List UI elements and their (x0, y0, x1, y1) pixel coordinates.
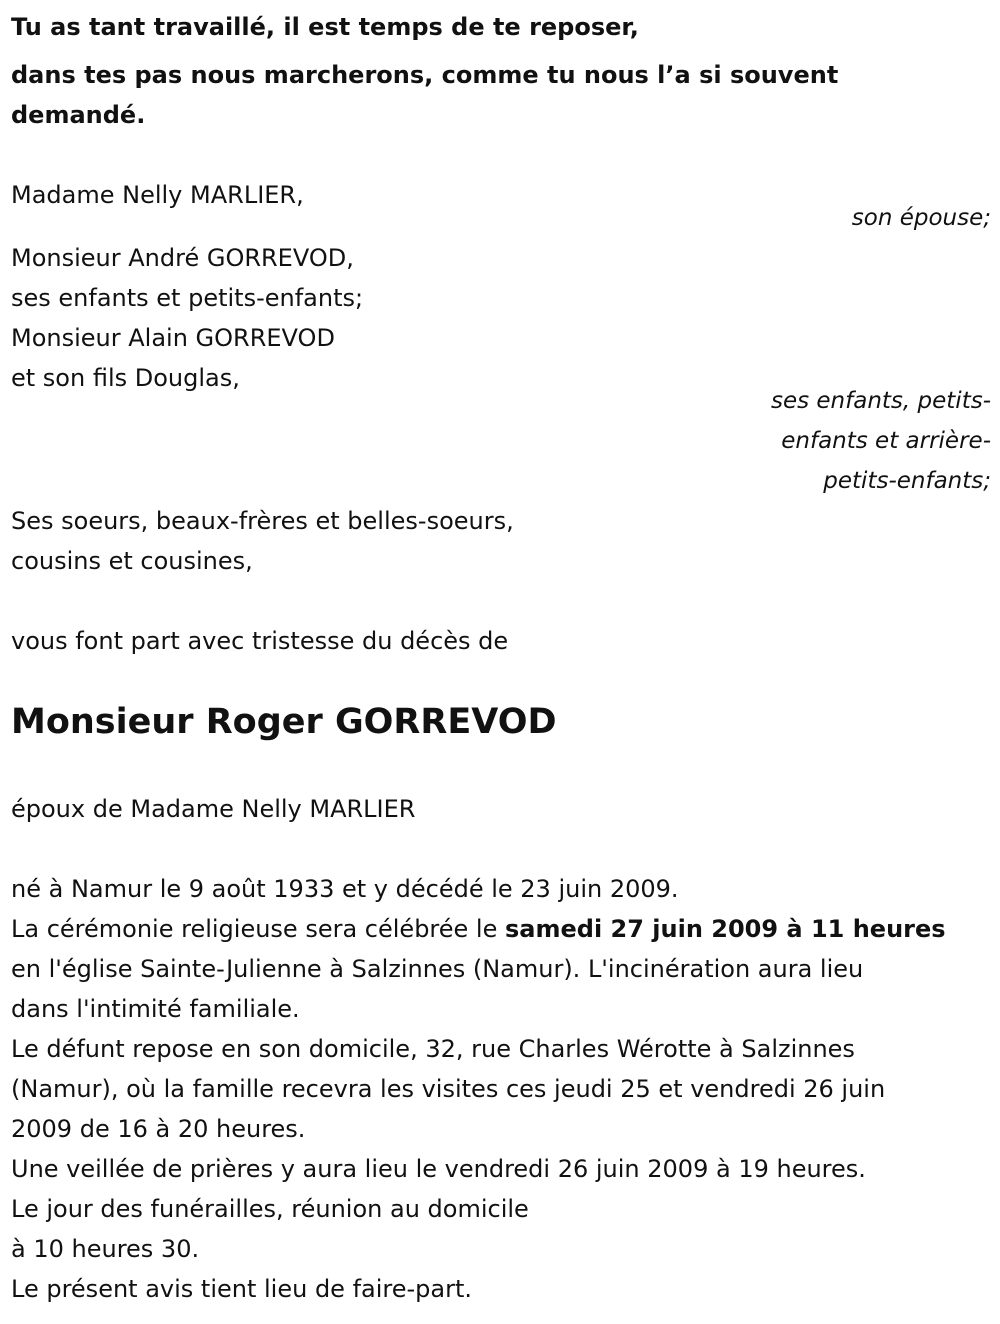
born-died-line: né à Namur le 9 août 1933 et y décédé le 23 juin 2009. (11, 875, 679, 903)
details-line-8: à 10 heures 30. (11, 1235, 200, 1263)
details-line-2: dans l'intimité familiale. (11, 995, 300, 1023)
children-role-line-1: ses enfants, petits- (770, 388, 991, 414)
child-line-1: Monsieur André GORREVOD, (11, 244, 354, 272)
children-role-line-3: petits-enfants; (823, 468, 991, 494)
spouse-role: son épouse; (851, 205, 991, 231)
epigraph-line-2: dans tes pas nous marcherons, comme tu nous l’a si souvent (11, 61, 839, 89)
details-line-1: en l'église Sainte-Julienne à Salzinnes (Namur). L'incinération aura lieu (11, 955, 864, 983)
epigraph-line-1: Tu as tant travaillé, il est temps de te reposer, (11, 13, 639, 41)
child-line-3: Monsieur Alain GORREVOD (11, 324, 335, 352)
ceremony-prefix: La cérémonie religieuse sera célébrée le (11, 915, 505, 943)
details-line-9: Le présent avis tient lieu de faire-part. (11, 1275, 473, 1303)
children-role-line-2: enfants et arrière- (781, 428, 991, 454)
spouse-name: Madame Nelly MARLIER, (11, 181, 304, 209)
child-line-2: ses enfants et petits-enfants; (11, 284, 364, 312)
spouse-of: époux de Madame Nelly MARLIER (11, 795, 416, 823)
child-line-4: et son fils Douglas, (11, 364, 240, 392)
details-line-7: Le jour des funérailles, réunion au domicile (11, 1195, 529, 1223)
relatives-line-2: cousins et cousines, (11, 547, 253, 575)
relatives-line-1: Ses soeurs, beaux-frères et belles-soeurs, (11, 507, 514, 535)
epigraph-line-3: demandé. (11, 101, 146, 129)
deceased-name: Monsieur Roger GORREVOD (11, 702, 557, 742)
details-line-4: (Namur), où la famille recevra les visites ces jeudi 25 et vendredi 26 juin (11, 1075, 886, 1103)
details-line-5: 2009 de 16 à 20 heures. (11, 1115, 306, 1143)
ceremony-date: samedi 27 juin 2009 à 11 heures (505, 915, 946, 943)
details-line-6: Une veillée de prières y aura lieu le vendredi 26 juin 2009 à 19 heures. (11, 1155, 866, 1183)
announcement-text: vous font part avec tristesse du décès de (11, 627, 509, 655)
ceremony-line (11, 914, 946, 944)
obituary-notice (11, 0, 991, 1324)
details-line-3: Le défunt repose en son domicile, 32, rue Charles Wérotte à Salzinnes (11, 1035, 855, 1063)
